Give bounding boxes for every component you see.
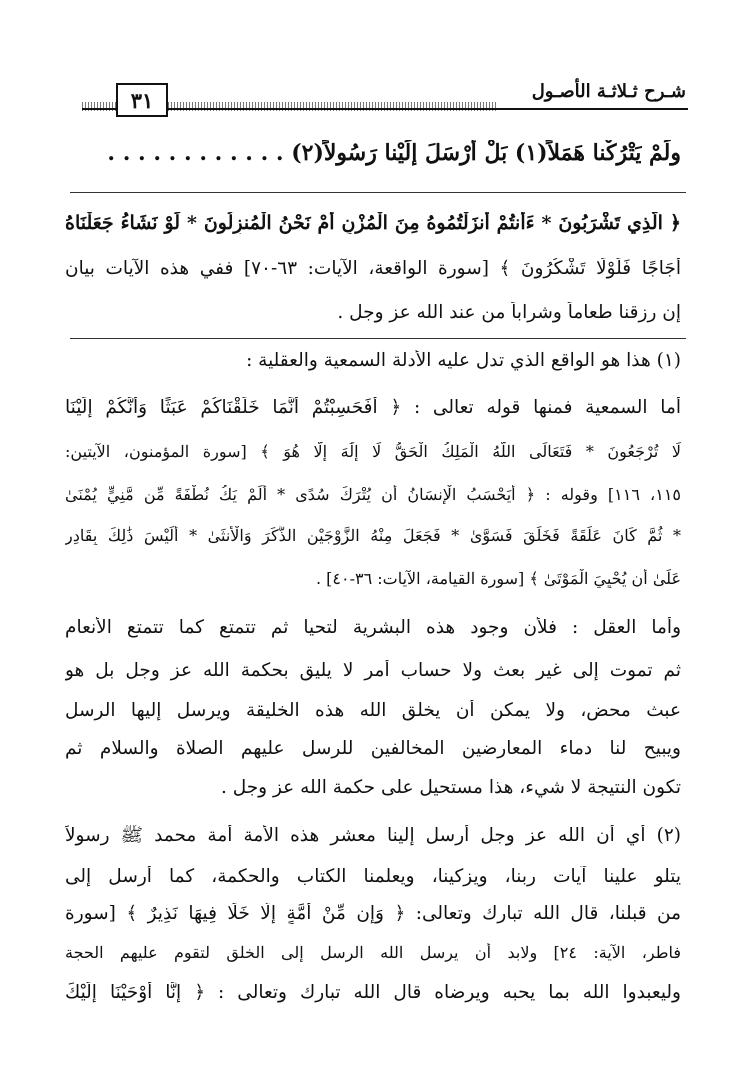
page-number: ٣١ (116, 83, 168, 117)
matn-divider (70, 192, 686, 193)
note1-line-6: عَلَىٰ أَن يُحْيِيَ الْمَوْتَىٰ ﴾ [سورة القيامة، الآيات: ٣٦-٤٠] . (315, 569, 681, 588)
note1-line-2: أما السمعية فمنها قوله تعالى : ﴿ أَفَحَسِبْتُمْ أَنَّمَا خَلَقْنَاكُمْ عَبَثًا وَأَنَّكُمْ إِلَيْنَا (65, 397, 681, 418)
note2-line-3: من قبلنا، قال الله تبارك وتعالى: ﴿ وَإِن مِّنْ أُمَّةٍ إِلَّا خَلَا فِيهَا نَذِيرٌ ﴾ [سورة (65, 903, 681, 924)
matn-text: ولَمْ يَتْرُكْنا هَمَلاً(١) بَلْ أَرْسَلَ إِلَيْنا رَسُولاً(٢) . . . . . . . . . . . . (107, 140, 681, 166)
note1-line-8: ثم تموت إلى غير بعث ولا حساب أمر لا يليق بحكمة الله عز وجل بل هو (65, 660, 681, 681)
book-title: شـرح ثـلاثـة الأصـول (531, 81, 686, 102)
section-divider (70, 338, 686, 339)
header-rule (82, 108, 688, 110)
note1-heading: (١) هذا هو الواقع الذي تدل عليه الأدلة السمعية والعقلية : (246, 350, 681, 371)
note1-line-3: لَا تُرْجَعُونَ * فَتَعَالَى اللَّهُ الْمَلِكُ الْحَقُّ لَا إِلَٰهَ إِلَّا هُوَ ﴾ [سورة المؤمنون، الآيتين: (65, 442, 681, 461)
quran-line-2: أُجَاجًا فَلَوْلَا تَشْكُرُونَ ﴾ [سورة الواقعة، الآيات: ٦٣-٧٠] ففي هذه الآيات بيان (65, 258, 681, 279)
note1-line-5: * ثُمَّ كَانَ عَلَقَةً فَخَلَقَ فَسَوَّىٰ * فَجَعَلَ مِنْهُ الزَّوْجَيْنِ الذَّكَرَ وَالْأُنثَىٰ * أَلَيْسَ ذَٰلِكَ بِقَادِرٍ (65, 526, 681, 545)
note2-line-4: فاطر، الآية: ٢٤] ولابد أن يرسل الله الرسل إلى الخلق لتقوم عليهم الحجة (65, 943, 681, 962)
note1-line-11: تكون النتيجة لا شيء، هذا مستحيل على حكمة الله عز وجل . (220, 777, 681, 798)
note1-line-4: ١١٥، ١١٦] وقوله : ﴿ أَيَحْسَبُ الْإِنسَانُ أَن يُتْرَكَ سُدًى * أَلَمْ يَكُ نُطْفَةً مِّن مَّنِيٍّ يُمْنَىٰ (65, 485, 681, 504)
quran-line-1: ﴿ الَّذِي تَشْرَبُونَ * ءَأَنتُمْ أَنزَلْتُمُوهُ مِنَ الْمُزْنِ أَمْ نَحْنُ الْمُنزِلُونَ * لَوْ نَشَاءُ جَعَلْنَاهُ (65, 212, 681, 234)
note1-line-10: ويبيح لنا دماء المعارضين المخالفين للرسل عليهم الصلاة والسلام ثم (65, 738, 681, 759)
note2-line-2: يتلو علينا آيات ربنا، ويزكينا، ويعلمنا الكتاب والحكمة، كما أرسل إلى (65, 866, 681, 887)
note2-line-1: (٢) أي أن الله عز وجل أرسل إلينا معشر هذه الأمة أمة محمد ﷺ رسولاً (65, 825, 681, 846)
page-header (82, 78, 688, 118)
note1-line-9: عبث محض، ولا يمكن أن يخلق الله هذه الخليقة ويرسل إليها الرسل (65, 700, 681, 721)
note1-line-7: وأما العقل : فلأن وجود هذه البشرية لتحيا ثم تتمتع كما تتمتع الأنعام (65, 617, 681, 638)
quran-line-3: إن رزقنا طعاماً وشراباً من عند الله عز وجل . (337, 302, 681, 323)
note2-line-5: وليعبدوا الله بما يحبه ويرضاه قال الله تبارك وتعالى : ﴿ إِنَّا أَوْحَيْنَا إِلَيْكَ (65, 982, 681, 1003)
